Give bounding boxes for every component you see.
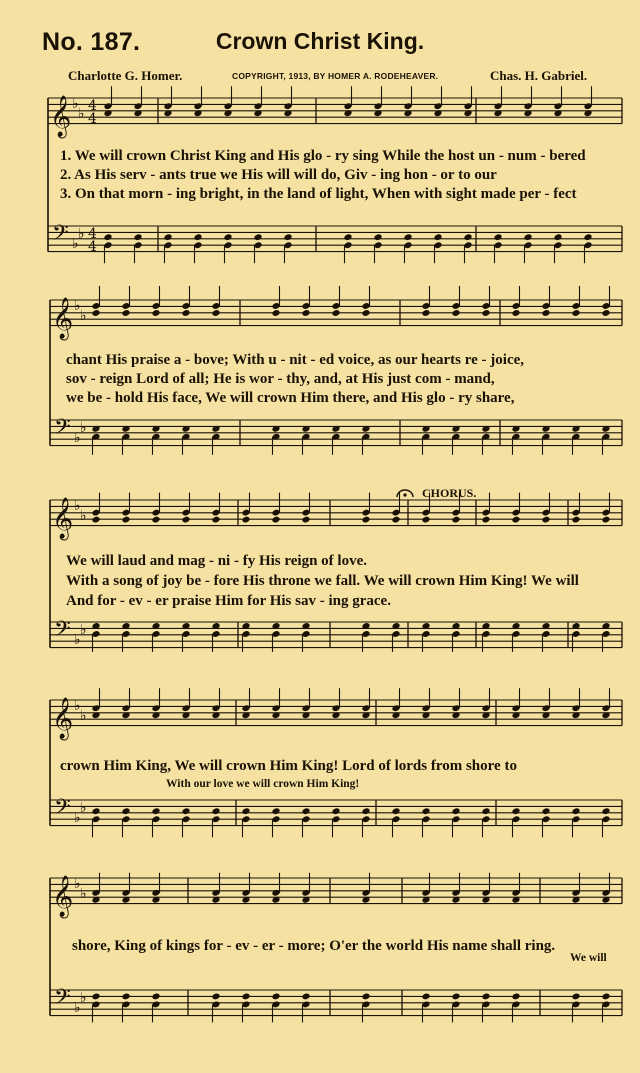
treble-clef-icon: 𝄞	[52, 498, 74, 539]
note-head	[343, 233, 352, 241]
note-head	[301, 516, 310, 524]
flat-icon: ♭	[80, 886, 87, 902]
note-head	[163, 233, 172, 241]
note-head	[541, 807, 550, 815]
fermata-dot	[403, 493, 406, 496]
lyric-s3-v2: With a song of joy be - fore His throne we fall. We will crown Him King! We will	[66, 573, 579, 589]
note-head	[91, 516, 100, 524]
flat-icon: ♭	[74, 632, 81, 648]
note-head	[181, 807, 190, 815]
note-head	[103, 233, 112, 241]
note-head	[331, 309, 340, 317]
note-head	[241, 516, 250, 524]
note-head	[451, 992, 460, 1000]
bass-clef-icon: 𝄢	[52, 221, 69, 251]
time-signature: 4	[88, 111, 97, 127]
flat-icon: ♭	[78, 106, 85, 122]
note-head	[481, 992, 490, 1000]
flat-icon: ♭	[74, 810, 81, 826]
treble-clef-icon: 𝄞	[52, 698, 74, 739]
chorus-label: CHORUS.	[422, 486, 477, 500]
lyric-s1-v2: 2. As His serv - ants true we His will will do, Giv - ing hon - or to our	[60, 167, 497, 183]
lyric-s4-bass: With our love we will crown Him King!	[166, 778, 360, 790]
note-head	[481, 309, 490, 317]
note-head	[241, 992, 250, 1000]
note-head	[511, 309, 520, 317]
flat-icon: ♭	[80, 708, 87, 724]
flat-icon: ♭	[80, 990, 87, 1006]
flat-icon: ♭	[74, 298, 81, 314]
note-head	[373, 233, 382, 241]
note-head	[241, 807, 250, 815]
lyric-s2-v1: chant His praise a - bove; With u - nit - ed voice, as our hearts re - joice,	[66, 352, 525, 368]
flat-icon: ♭	[80, 622, 87, 638]
flat-icon: ♭	[80, 420, 87, 436]
note-head	[481, 516, 490, 524]
lyric-s1-v1: 1. We will crown Christ King and His glo - ry sing While the host un - num - bered	[60, 148, 586, 164]
treble-clef-icon: 𝄞	[52, 298, 74, 339]
note-head	[421, 516, 430, 524]
copyright-notice: COPYRIGHT, 1913, BY HOMER A. RODEHEAVER.	[232, 71, 439, 81]
note-head	[541, 516, 550, 524]
bass-clef-icon: 𝄢	[54, 415, 71, 445]
note-head	[151, 992, 160, 1000]
note-head	[271, 309, 280, 317]
note-head	[211, 807, 220, 815]
note-head	[421, 992, 430, 1000]
time-signature: 4	[88, 239, 97, 255]
note-head	[121, 992, 130, 1000]
note-head	[211, 516, 220, 524]
note-head	[253, 233, 262, 241]
lyric-s4: crown Him King, We will crown Him King! Lord of lords from shore to	[60, 758, 517, 774]
bass-clef-icon: 𝄢	[54, 617, 71, 647]
note-head	[511, 807, 520, 815]
note-head	[493, 233, 502, 241]
note-head	[451, 516, 460, 524]
note-head	[331, 807, 340, 815]
flat-icon: ♭	[80, 308, 87, 324]
note-head	[601, 807, 610, 815]
note-head	[361, 516, 370, 524]
lyricist-credit: Charlotte G. Homer.	[68, 68, 183, 83]
bass-clef-icon: 𝄢	[54, 795, 71, 825]
note-head	[511, 992, 520, 1000]
lyric-s5-bass: We will	[570, 952, 607, 964]
note-head	[283, 233, 292, 241]
lyric-s3-v3: And for - ev - er praise Him for His sav - ing grace.	[66, 593, 391, 609]
note-head	[361, 992, 370, 1000]
note-head	[523, 233, 532, 241]
lyric-s5: shore, King of kings for - ev - er - more; O'er the world His name shall ring.	[72, 938, 556, 954]
lyric-s1-v3: 3. On that morn - ing bright, in the land of light, When with sight made per - fect	[60, 186, 577, 202]
note-head	[151, 309, 160, 317]
note-head	[181, 516, 190, 524]
note-head	[91, 807, 100, 815]
flat-icon: ♭	[80, 800, 87, 816]
note-head	[571, 309, 580, 317]
note-head	[193, 233, 202, 241]
note-head	[403, 233, 412, 241]
note-head	[601, 516, 610, 524]
note-head	[271, 992, 280, 1000]
note-head	[151, 807, 160, 815]
note-head	[391, 807, 400, 815]
flat-icon: ♭	[74, 498, 81, 514]
note-head	[301, 807, 310, 815]
note-head	[133, 233, 142, 241]
note-head	[451, 309, 460, 317]
note-head	[271, 807, 280, 815]
flat-icon: ♭	[78, 226, 85, 242]
note-head	[121, 807, 130, 815]
note-head	[571, 992, 580, 1000]
note-head	[91, 992, 100, 1000]
note-head	[583, 233, 592, 241]
note-head	[361, 309, 370, 317]
note-head	[301, 309, 310, 317]
note-head	[601, 309, 610, 317]
note-head	[223, 233, 232, 241]
flat-icon: ♭	[74, 698, 81, 714]
bass-clef-icon: 𝄢	[54, 985, 71, 1015]
flat-icon: ♭	[74, 1000, 81, 1016]
note-head	[211, 992, 220, 1000]
note-head	[91, 309, 100, 317]
note-head	[571, 516, 580, 524]
note-head	[121, 516, 130, 524]
flat-icon: ♭	[72, 236, 79, 252]
note-head	[541, 309, 550, 317]
hymn-number: No. 187.	[42, 28, 141, 56]
note-head	[481, 807, 490, 815]
hymn-title: Crown Christ King.	[215, 28, 425, 54]
note-head	[181, 309, 190, 317]
lyric-s3-v1: We will laud and mag - ni - fy His reign of love.	[66, 553, 367, 569]
time-signature: 4	[88, 226, 97, 242]
note-head	[391, 516, 400, 524]
flat-icon: ♭	[80, 508, 87, 524]
flat-icon: ♭	[74, 876, 81, 892]
note-head	[421, 309, 430, 317]
note-head	[553, 233, 562, 241]
note-head	[571, 807, 580, 815]
note-head	[361, 807, 370, 815]
flat-icon: ♭	[72, 96, 79, 112]
note-head	[271, 516, 280, 524]
note-head	[433, 233, 442, 241]
composer-credit: Chas. H. Gabriel.	[490, 68, 588, 83]
note-head	[463, 233, 472, 241]
note-head	[421, 807, 430, 815]
note-head	[511, 516, 520, 524]
lyric-s2-v3: we be - hold His face, We will crown Him there, and His glo - ry share,	[66, 390, 515, 406]
flat-icon: ♭	[74, 430, 81, 446]
treble-clef-icon: 𝄞	[52, 876, 74, 917]
time-signature: 4	[88, 98, 97, 114]
note-head	[451, 807, 460, 815]
note-head	[151, 516, 160, 524]
note-head	[211, 309, 220, 317]
note-head	[601, 992, 610, 1000]
treble-clef-icon: 𝄞	[50, 96, 72, 137]
lyric-s2-v2: sov - reign Lord of all; He is wor - thy, and, at His just com - mand,	[66, 371, 495, 387]
note-head	[121, 309, 130, 317]
note-head	[301, 992, 310, 1000]
